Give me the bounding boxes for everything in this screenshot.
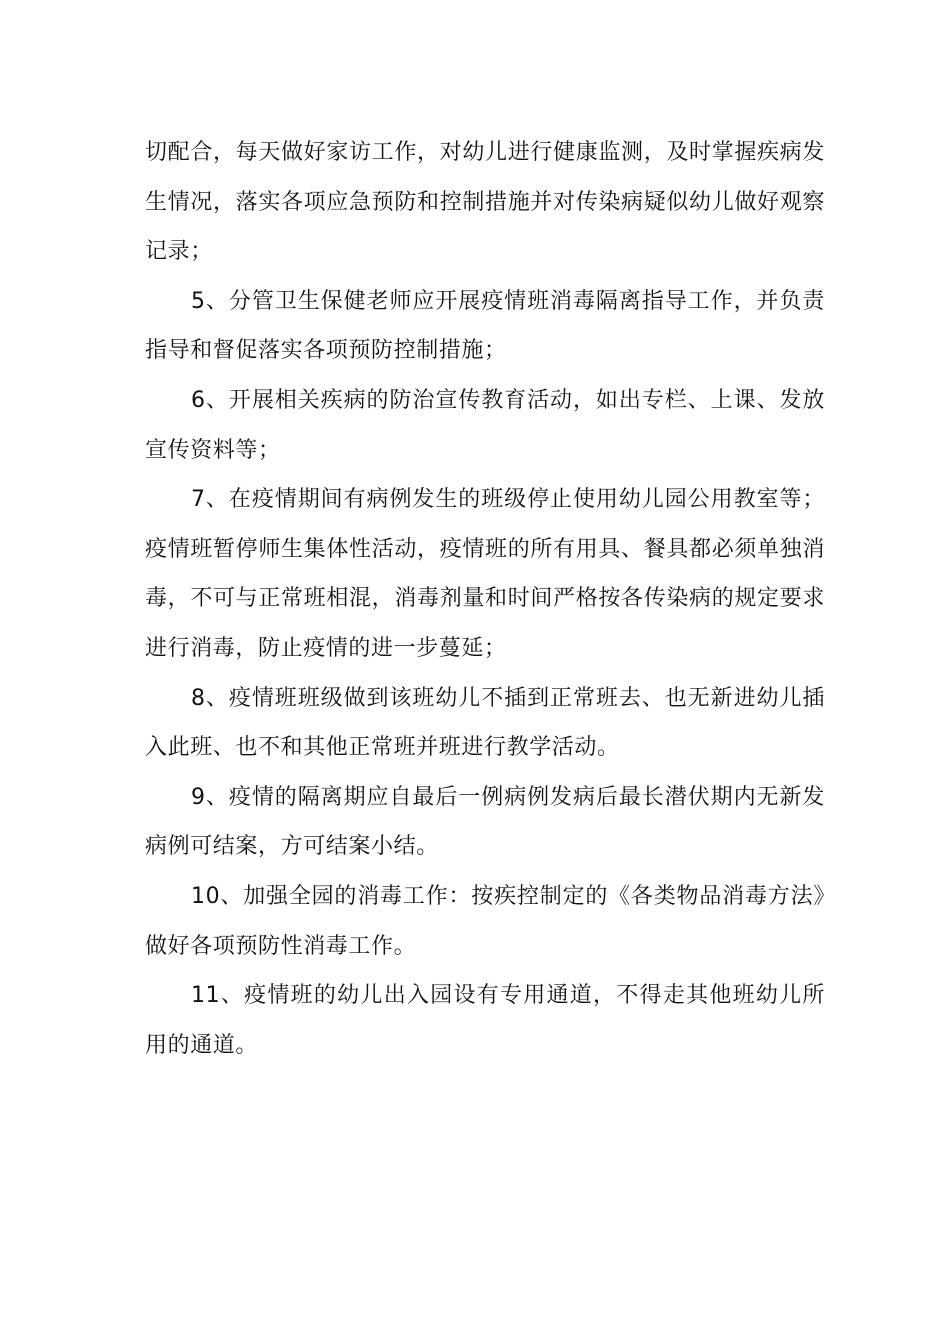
paragraph-item-9: 9、疫情的隔离期应自最后一例病例发病后最长潜伏期内无新发病例可结案，方可结案小结。 [145,784,825,860]
paragraph-item-6: 6、开展相关疾病的防治宣传教育活动，如出专栏、上课、发放宣传资料等； [145,387,825,463]
paragraph-item-10: 10、加强全园的消毒工作：按疾控制定的《各类物品消毒方法》做好各项预防性消毒工作。 [145,883,825,959]
paragraph-item-11: 11、疫情班的幼儿出入园设有专用通道，不得走其他班幼儿所用的通道。 [145,983,825,1058]
paragraph-item-7: 7、在疫情期间有病例发生的班级停止使用幼儿园公用教室等；疫情班暂停师生集体性活动，疫情班的所有用具、餐具都必须单独消毒，不可与正常班相混，消毒剂量和时间严格按各传染病的规定要求进行消毒，防止疫情的进一步蔓延； [145,487,825,661]
paragraph-continuation: 切配合，每天做好家访工作，对幼儿进行健康监测，及时掌握疾病发生情况，落实各项应急预防和控制措施并对传染病疑似幼儿做好观察记录； [145,140,825,265]
paragraph-item-5: 5、分管卫生保健老师应开展疫情班消毒隔离指导工作，并负责指导和督促落实各项预防控制措施； [145,288,825,364]
paragraph-item-8: 8、疫情班班级做到该班幼儿不插到正常班去、也无新进幼儿插入此班、也不和其他正常班并班进行教学活动。 [145,685,825,761]
document-body [145,128,825,1070]
